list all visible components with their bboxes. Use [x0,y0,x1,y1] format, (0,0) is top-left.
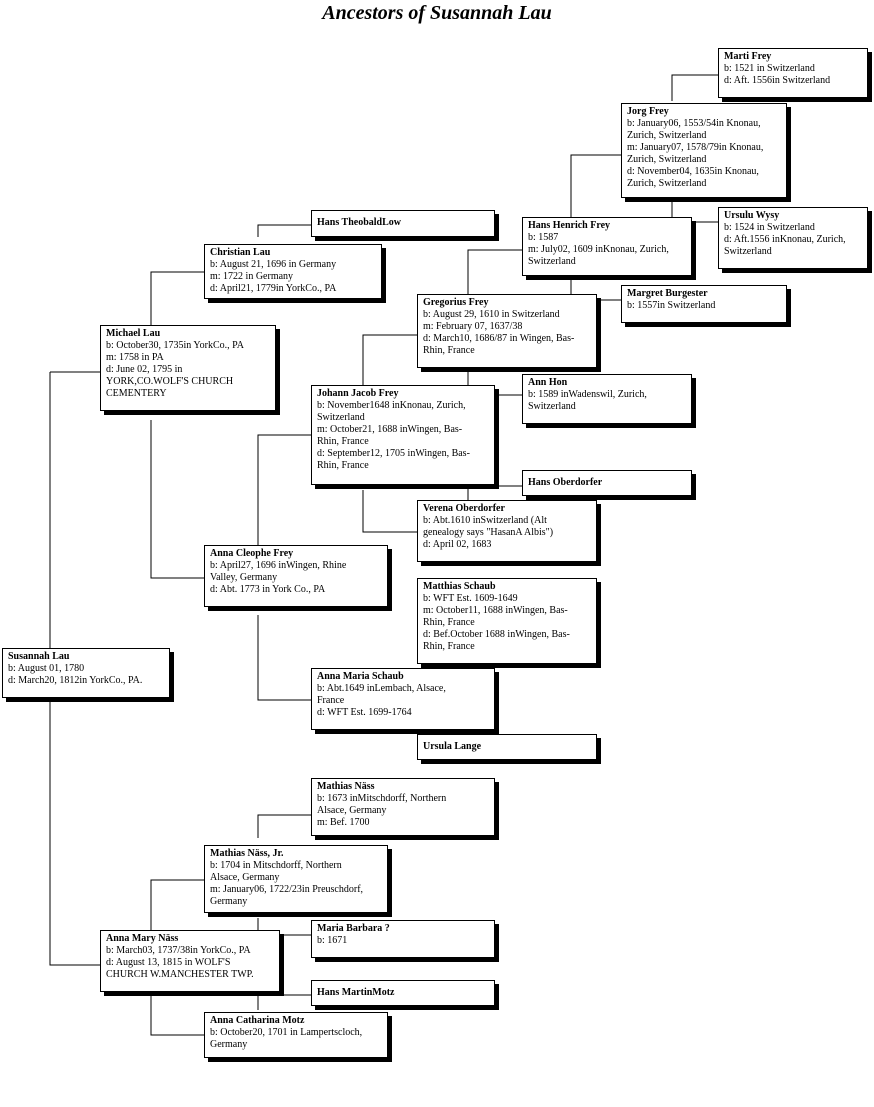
person-detail: Switzerland [528,401,576,412]
person-detail: m: Bef. 1700 [317,817,370,828]
person-detail: m: October11, 1688 inWingen, Bas- [423,605,568,616]
person-detail: d: March20, 1812in YorkCo., PA. [8,675,143,686]
person-name: Matthias Schaub [423,581,496,592]
person-detail: d: March10, 1686/87 in Wingen, Bas- [423,333,575,344]
person-detail: Rhin, France [423,617,475,628]
person-detail: m: January07, 1578/79in Knonau, [627,142,764,153]
person-detail: d: September12, 1705 inWingen, Bas- [317,448,470,459]
person-detail: b: March03, 1737/38in YorkCo., PA [106,945,251,956]
person-box-verena-oberdorfer [417,500,597,562]
person-box-ursulu-wysy [718,207,868,269]
person-detail: m: 1722 in Germany [210,271,294,282]
person-detail: m: February 07, 1637/38 [423,321,523,332]
person-box-mathias-nass-jr [204,845,388,913]
person-box-maria-barbara [311,920,495,958]
person-name: Johann Jacob Frey [317,388,399,399]
person-name: Anna Maria Schaub [317,671,404,682]
person-detail: genealogy says "HasanA Albis") [423,527,554,538]
person-name: Maria Barbara ? [317,923,390,934]
chart-title: Ancestors of Susannah Lau [322,2,552,24]
person-box-anna-cleophe-frey [204,545,388,607]
person-name: Ursula Lange [423,741,482,752]
person-detail: b: 1521 in Switzerland [724,63,815,74]
person-detail: b: Abt.1610 inSwitzerland (Alt [423,515,547,526]
person-detail: b: 1587 [528,232,559,243]
person-detail: b: October20, 1701 in Lampertscloch, [210,1027,363,1038]
person-name: Hans Henrich Frey [528,220,611,231]
person-detail: Alsace, Germany [317,805,387,816]
person-box-matthias-schaub [417,578,597,664]
person-detail: b: 1704 in Mitschdorff, Northern [210,860,342,871]
person-box-anna-catharina-motz [204,1012,388,1058]
person-detail: d: April 02, 1683 [423,539,492,550]
person-name: Anna Cleophe Frey [210,548,294,559]
person-detail: Germany [210,896,248,907]
person-name: Anna Mary Näss [106,933,179,944]
person-box-ursula-lange [417,734,597,760]
person-detail: Rhin, France [317,436,369,447]
person-detail: b: January06, 1553/54in Knonau, [627,118,761,129]
person-detail: Rhin, France [423,345,475,356]
person-detail: b: 1673 inMitschdorff, Northern [317,793,447,804]
person-detail: b: WFT Est. 1609-1649 [423,593,518,604]
person-detail: b: 1589 inWadenswil, Zurich, [528,389,647,400]
person-detail: d: Aft. 1556in Switzerland [724,75,831,86]
person-name: Marti Frey [724,51,772,62]
person-box-hans-oberdorfer [522,470,692,496]
person-name: Margret Burgester [627,288,708,299]
person-detail: m: October21, 1688 inWingen, Bas- [317,424,463,435]
person-detail: d: Bef.October 1688 inWingen, Bas- [423,629,570,640]
person-detail: Zurich, Switzerland [627,130,707,141]
person-detail: d: WFT Est. 1699-1764 [317,707,412,718]
person-name: Hans Oberdorfer [528,477,603,488]
person-detail: d: June 02, 1795 in [106,364,183,375]
person-box-michael-lau [100,325,276,411]
person-box-susannah-lau [2,648,170,698]
person-detail: d: August 13, 1815 in WOLF'S [106,957,231,968]
person-detail: b: 1524 in Switzerland [724,222,815,233]
person-detail: Rhin, France [423,641,475,652]
person-detail: d: Aft.1556 inKnonau, Zurich, [724,234,846,245]
person-box-johann-jacob-frey [311,385,495,485]
person-detail: b: November1648 inKnonau, Zurich, [317,400,466,411]
person-detail: Zurich, Switzerland [627,154,707,165]
person-box-anna-mary-nass [100,930,280,992]
person-name: Ann Hon [528,377,568,388]
person-detail: d: April21, 1779in YorkCo., PA [210,283,337,294]
person-box-mathias-nass [311,778,495,836]
person-detail: CHURCH W.MANCHESTER TWP. [106,969,254,980]
person-detail: YORK,CO.WOLF'S CHURCH [106,376,234,387]
person-detail: b: 1557in Switzerland [627,300,716,311]
person-box-hans-henrich-frey [522,217,692,276]
person-box-gregorius-frey [417,294,597,368]
person-detail: Rhin, France [317,460,369,471]
person-box-margret-burgester [621,285,787,323]
person-detail: b: August 29, 1610 in Switzerland [423,309,560,320]
person-detail: Germany [210,1039,248,1050]
person-box-marti-frey [718,48,868,98]
person-detail: Switzerland [528,256,576,267]
person-detail: Alsace, Germany [210,872,280,883]
person-detail: b: August 01, 1780 [8,663,85,674]
person-name: Hans TheobaldLow [317,217,402,228]
person-box-hans-martin-motz [311,980,495,1006]
person-name: Gregorius Frey [423,297,489,308]
person-name: Jorg Frey [627,106,669,117]
person-detail: m: January06, 1722/23in Preuschdorf, [210,884,364,895]
person-name: Michael Lau [106,328,161,339]
person-detail: m: July02, 1609 inKnonau, Zurich, [528,244,669,255]
person-detail: m: 1758 in PA [106,352,164,363]
person-detail: b: October30, 1735in YorkCo., PA [106,340,244,351]
person-name: Verena Oberdorfer [423,503,505,514]
person-detail: d: November04, 1635in Knonau, [627,166,759,177]
person-name: Mathias Näss, Jr. [210,848,284,859]
person-name: Christian Lau [210,247,271,258]
person-name: Susannah Lau [8,651,70,662]
person-box-christian-lau [204,244,382,299]
person-name: Ursulu Wysy [724,210,780,221]
person-detail: France [317,695,345,706]
person-name: Mathias Näss [317,781,375,792]
person-detail: b: 1671 [317,935,348,946]
person-detail: d: Abt. 1773 in York Co., PA [210,584,326,595]
person-detail: b: April27, 1696 inWingen, Rhine [210,560,347,571]
person-detail: b: Abt.1649 inLembach, Alsace, [317,683,446,694]
person-detail: CEMENTERY [106,388,167,399]
person-detail: Valley, Germany [210,572,278,583]
person-box-anna-maria-schaub [311,668,495,730]
person-box-ann-hon [522,374,692,424]
person-detail: Zurich, Switzerland [627,178,707,189]
person-name: Hans MartinMotz [317,987,395,998]
person-detail: b: August 21, 1696 in Germany [210,259,337,270]
person-name: Anna Catharina Motz [210,1015,305,1026]
person-box-hans-theobald-low [311,210,495,237]
person-detail: Switzerland [724,246,772,257]
person-box-jorg-frey [621,103,787,198]
person-detail: Switzerland [317,412,365,423]
